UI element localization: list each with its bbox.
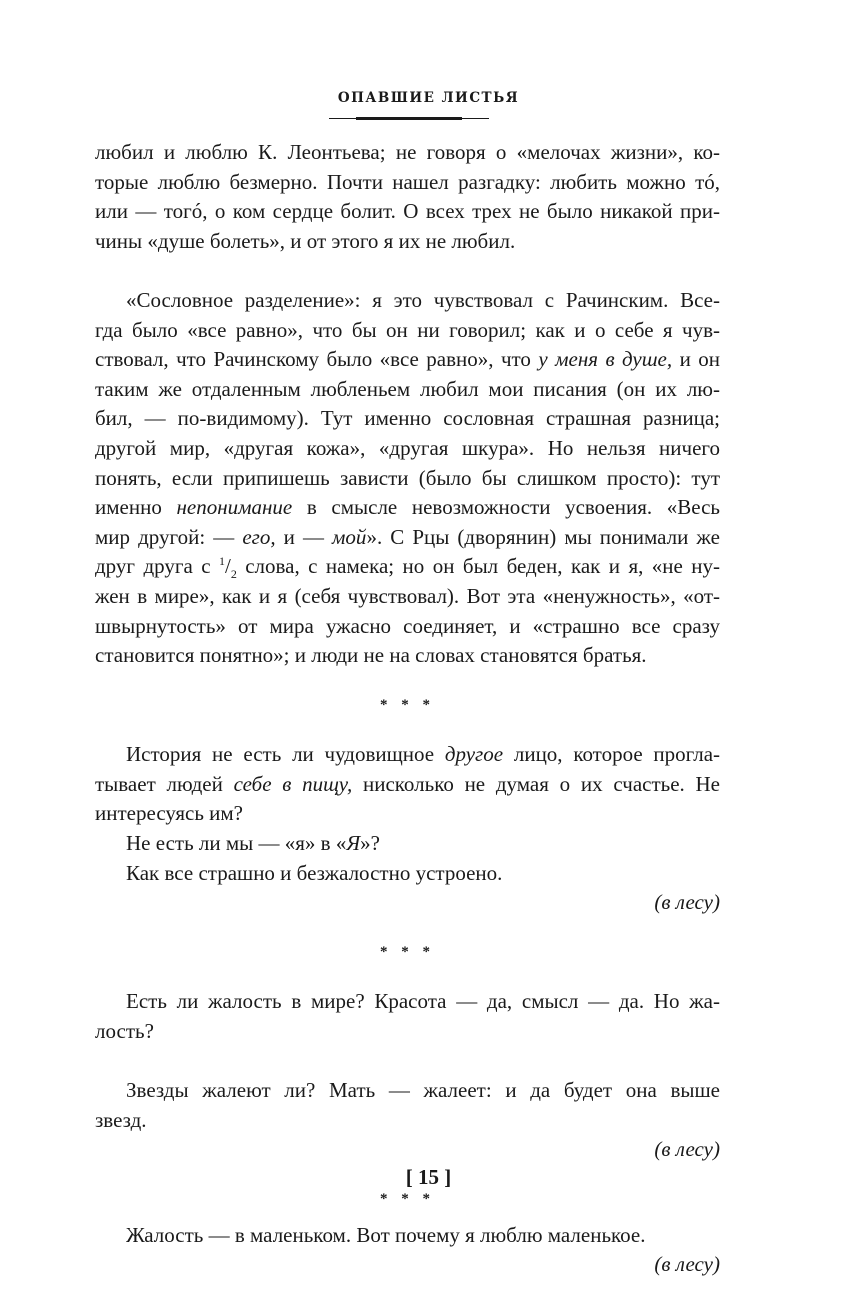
text-line: понять, если припишешь зависти (было бы слишком просто): тут [95, 465, 720, 490]
signature-note: (в лесу) [654, 1137, 720, 1162]
text-line: бил, — по-видимому). Тут именно сословная страшная разница; [95, 406, 720, 431]
fraction-slash: / [224, 554, 231, 579]
section-separator: * * * [380, 943, 435, 960]
italic-phrase: у меня в душе, [538, 347, 673, 372]
header-rule-bold [356, 117, 462, 120]
italic-word: Я [346, 831, 361, 856]
text-line: звезд. [95, 1107, 147, 1132]
italic-word: другое [444, 742, 504, 767]
text-line: становится понятно»; и люди не на словах становятся братья. [95, 643, 647, 668]
text-line: История не есть ли чудовищное другое лицо, которое прогла- [126, 742, 721, 767]
text-line: мир другой: — его, и — мой». С Рцы (дворянин) мы понимали же [95, 524, 720, 549]
text-line: тывает людей себе в пищу, нисколько не думая о их счастье. Не [95, 771, 721, 796]
text-line: «Сословное разделение»: я это чувствовал с Рачинским. Все- [126, 287, 720, 312]
signature-note: (в лесу) [654, 890, 720, 915]
running-title: ОПАВШИЕ ЛИСТЬЯ [337, 90, 520, 106]
text-line: Звезды жалеют ли? Мать — жалеет: и да будет она выше [126, 1078, 720, 1103]
section-separator: * * * [380, 696, 435, 713]
text-line: Есть ли жалость в мире? Красота — да, смысл — да. Но жа- [126, 989, 720, 1014]
text-line: гда было «все равно», что бы он ни говорил; как и о себе я чув- [95, 317, 720, 342]
text-line: или — тогó, о ком сердце болит. О всех трех не было никакой при- [95, 199, 720, 224]
text-line: Жалость — в маленьком. Вот почему я люблю маленькое. [126, 1222, 646, 1247]
text-line: Не есть ли мы — «я» в «Я»? [126, 831, 380, 856]
text-line: чины «душе болеть», и от этого я их не любил. [95, 228, 516, 253]
body-text [95, 138, 720, 1280]
text-line: другой мир, «другая кожа», «другая шкура». Но нельзя ничего [95, 435, 720, 460]
text-line: любил и люблю К. Леонтьева; не говоря о «мелочах жизни», ко- [95, 140, 720, 164]
italic-word: мой [332, 524, 367, 549]
italic-word: его, [242, 524, 276, 549]
text-line: швырнутость» от мира ужасно соединяет, и «страшно все сразу [95, 613, 720, 638]
text-line: Как все страшно и безжалостно устроено. [126, 860, 503, 885]
text-line: интересуясь им? [95, 801, 243, 826]
fraction-denominator: 2 [230, 567, 237, 582]
text-line: торые люблю безмерно. Почти нашел разгадку: любить можно тó, [95, 169, 720, 194]
text-line: ствовал, что Рачинскому было «все равно», что у меня в душе, и он [95, 347, 720, 372]
text-line: именно непонимание в смысле невозможности усвоения. «Весь [95, 495, 721, 520]
text-line: жен в мире», как и я (себя чувствовал). Вот эта «ненужность», «от- [95, 583, 720, 608]
italic-phrase: себе в пищу, [233, 771, 353, 796]
text-line: друг друга с $^1/_2$ слова, с намека; но он был беден, как и я, «не ну- [95, 554, 720, 582]
italic-word: непонимание [176, 495, 293, 520]
fraction-numerator: 1 [218, 554, 225, 569]
section-separator: * * * [380, 1191, 435, 1207]
page-number: [ 15 ] [405, 1165, 452, 1189]
text-line: таким же отдаленным любленьем любил мои писания (он их лю- [95, 376, 720, 401]
text-line: лость? [95, 1019, 154, 1044]
signature-note: (в лесу) [654, 1252, 720, 1277]
